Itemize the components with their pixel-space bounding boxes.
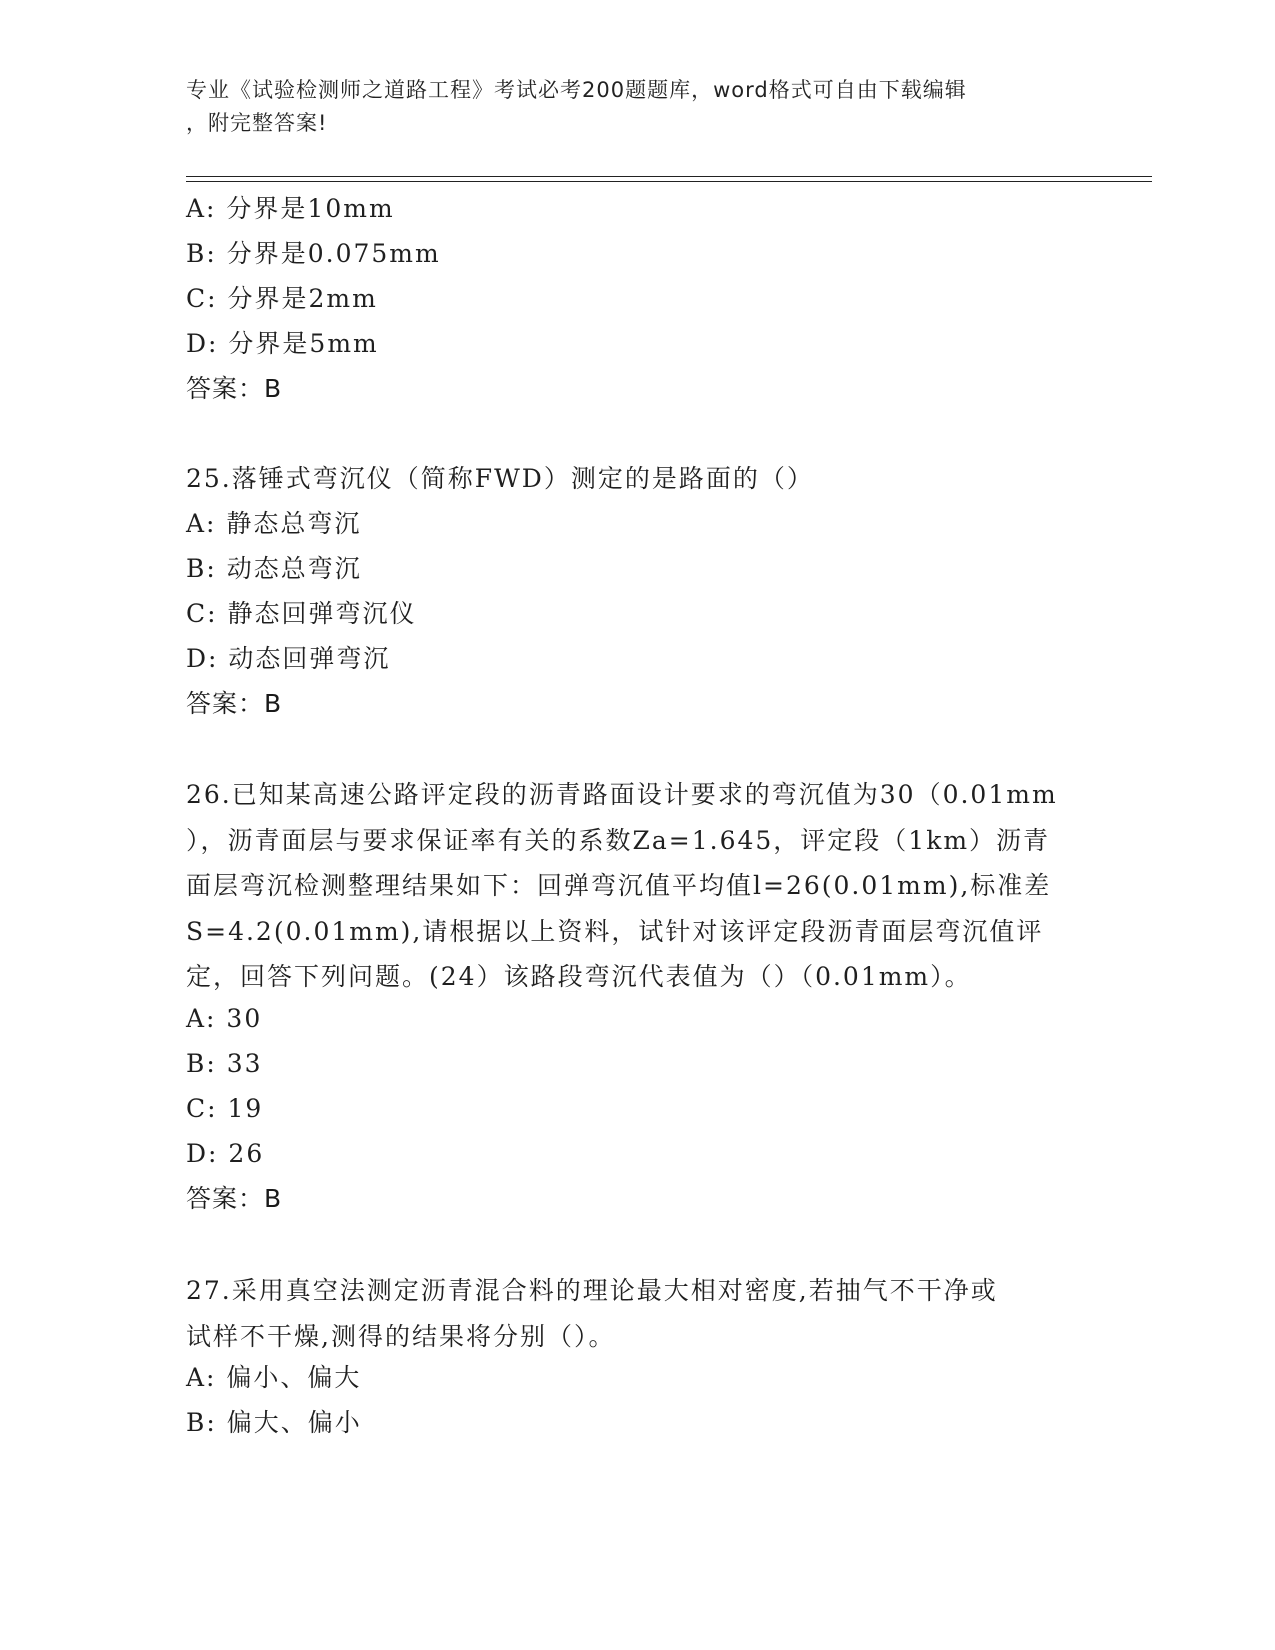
q26-question-line-2: ），沥青面层与要求保证率有关的系数Za=1.645，评定段（1km）沥青 — [186, 825, 1051, 855]
q26-answer: 答案：B — [186, 1184, 283, 1213]
q25-option-c: C: 静态回弹弯沉仪 — [186, 599, 417, 628]
q25-option-d: D: 动态回弹弯沉 — [186, 644, 391, 673]
header-divider-top — [186, 176, 1152, 177]
q26-option-d: D: 26 — [186, 1139, 265, 1168]
q26-option-b: B: 33 — [186, 1049, 263, 1078]
header-divider-bottom — [186, 181, 1152, 182]
q26-question-line-4: S=4.2(0.01mm),请根据以上资料，试针对该评定段沥青面层弯沉值评 — [186, 916, 1044, 946]
q27-question-line-2: 试样不干燥,测得的结果将分别（）。 — [186, 1321, 616, 1351]
header-title-line-1: 专业《试验检测师之道路工程》考试必考200题题库，word格式可自由下载编辑 — [186, 78, 967, 102]
q27-option-a: A: 偏小、偏大 — [186, 1363, 362, 1392]
q26-question — [186, 772, 1086, 1000]
q27-question-line-1: 27.采用真空法测定沥青混合料的理论最大相对密度,若抽气不干净或 — [186, 1276, 998, 1305]
q24-option-d: D: 分界是5mm — [186, 329, 379, 358]
q24-option-b: B: 分界是0.075mm — [186, 239, 441, 268]
q27-question — [186, 1268, 1086, 1359]
q25-option-b: B: 动态总弯沉 — [186, 554, 362, 583]
q26-question-line-3: 面层弯沉检测整理结果如下：回弹弯沉值平均值l=26(0.01mm),标准差 — [186, 871, 1052, 901]
q24-option-c: C: 分界是2mm — [186, 284, 378, 313]
q26-option-a: A: 30 — [186, 1004, 263, 1033]
q27-option-b: B: 偏大、偏小 — [186, 1408, 362, 1437]
q26-question-line-5: 定，回答下列问题。(24）该路段弯沉代表值为（）（0.01mm）。 — [186, 962, 972, 992]
header-title-line-2: ，附完整答案! — [186, 111, 328, 135]
q24-answer: 答案：B — [186, 374, 283, 403]
q24-option-a: A: 分界是10mm — [186, 194, 395, 223]
q26-option-c: C: 19 — [186, 1094, 264, 1123]
q25-option-a: A: 静态总弯沉 — [186, 509, 362, 538]
q26-question-line-1: 26.已知某高速公路评定段的沥青路面设计要求的弯沉值为30（0.01mm — [186, 780, 1058, 809]
document-header — [186, 74, 1066, 140]
q25-question: 25.落锤式弯沉仪（简称FWD）测定的是路面的（） — [186, 464, 814, 493]
q25-answer: 答案：B — [186, 689, 283, 718]
